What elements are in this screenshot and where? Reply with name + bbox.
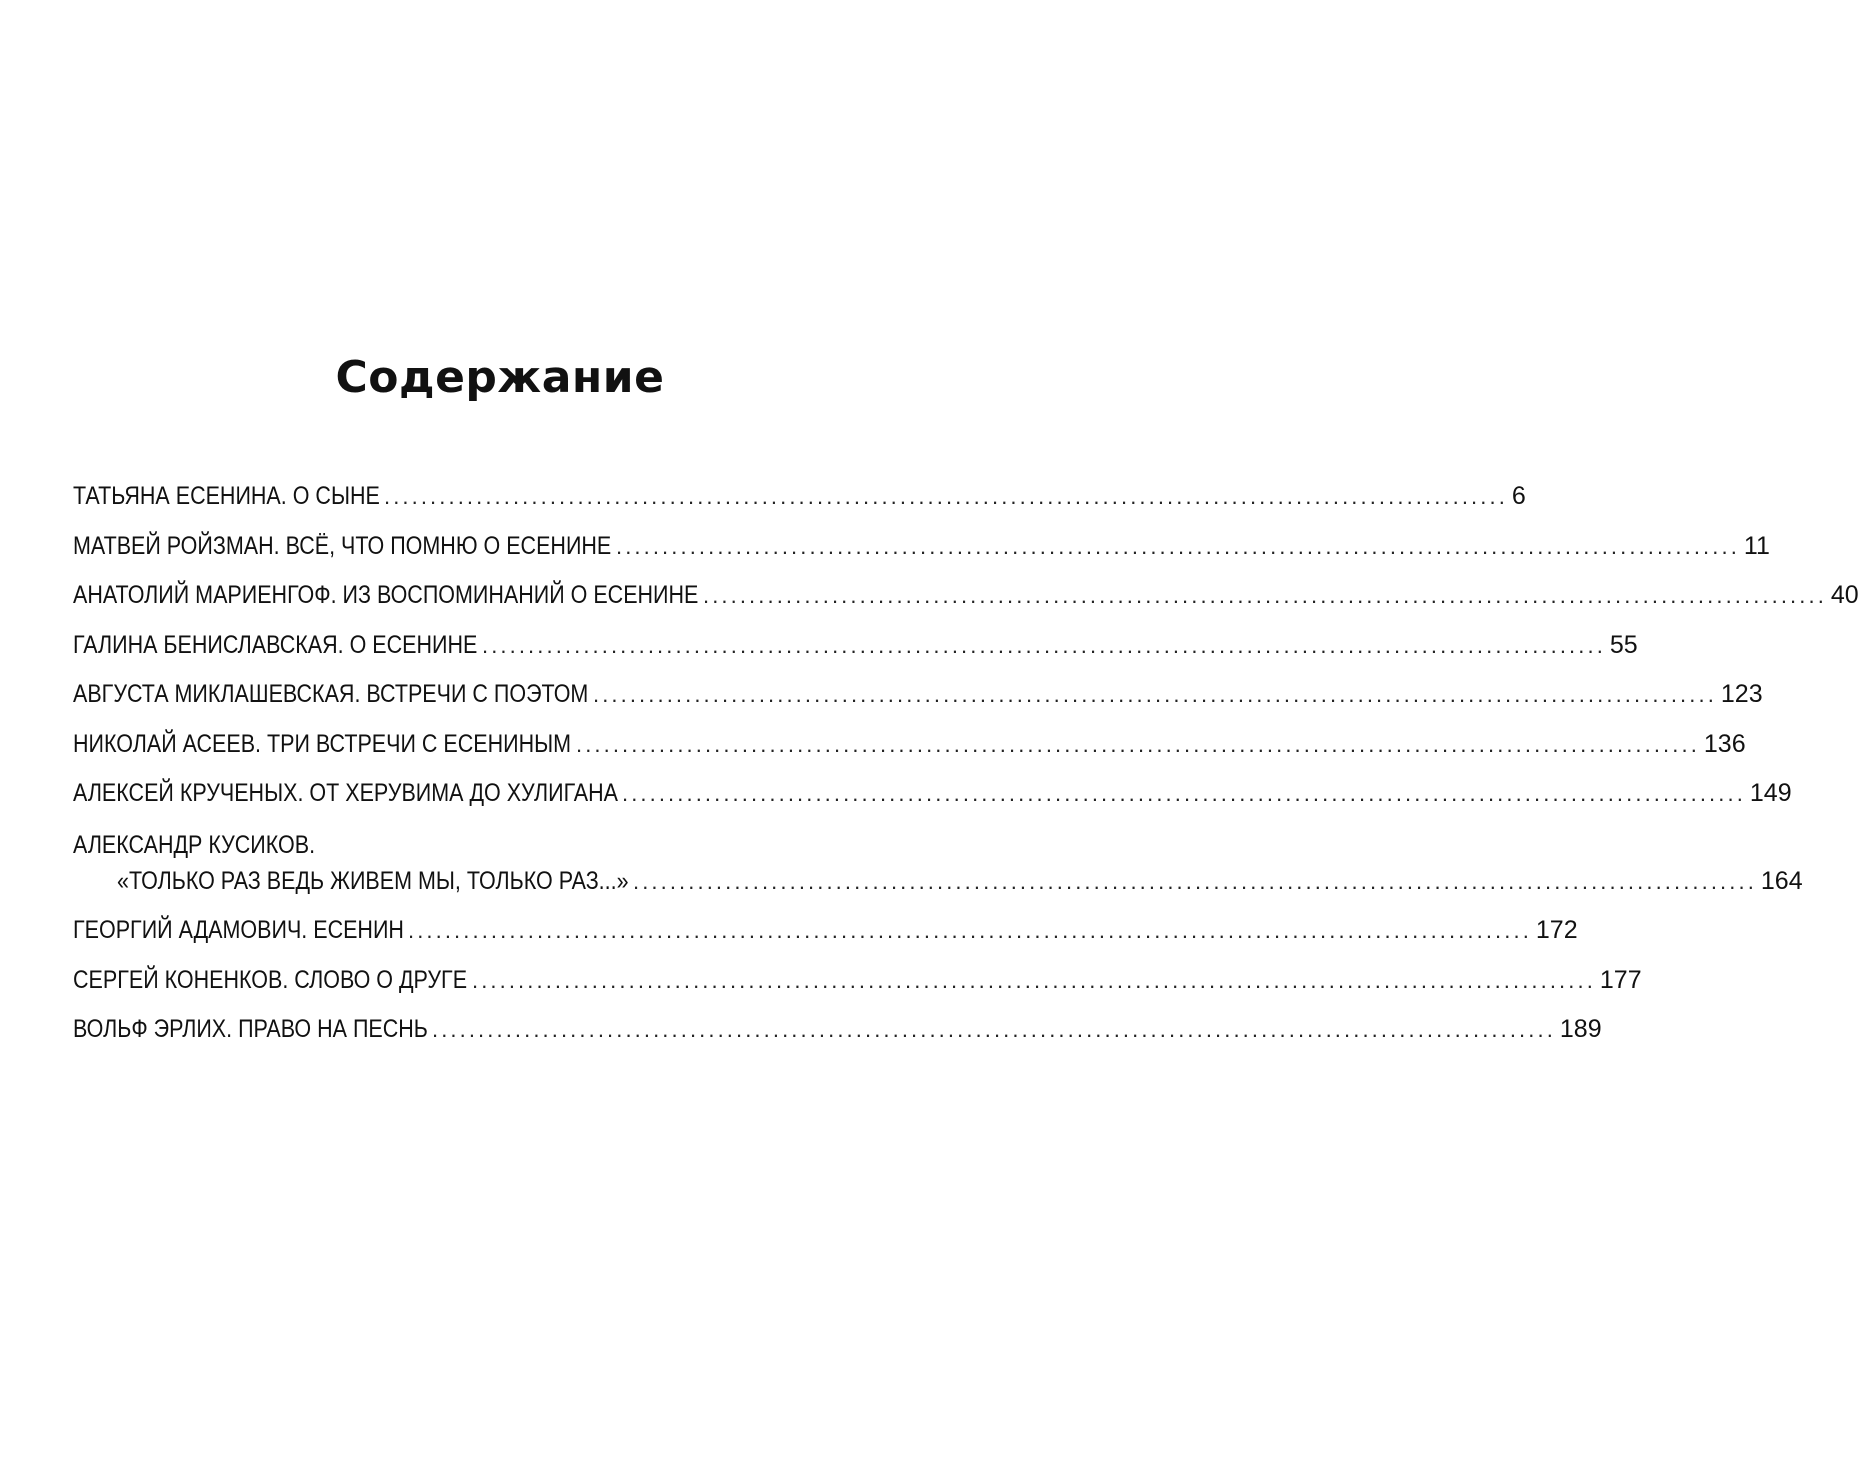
toc-page-number: 6 [1511,482,1526,510]
toc-page-number: 11 [1743,531,1770,560]
toc-page-number: 123 [1720,680,1763,708]
toc-page-number: 164 [1760,866,1803,895]
dot-leader: .......................................................................................................................... [576,731,1700,757]
toc-entry-title: АВГУСТА МИКЛАШЕВСКАЯ. ВСТРЕЧИ С ПОЭТОМ [73,680,589,708]
toc-entry [73,769,1792,819]
toc-entry-title: ГАЛИНА БЕНИСЛАВСКАЯ. О ЕСЕНИНЕ [73,630,478,659]
toc-entry-title: МАТВЕЙ РОЙЗМАН. ВСЁ, ЧТО ПОМНЮ О ЕСЕНИНЕ [73,531,612,560]
toc-page-number: 189 [1559,1015,1602,1043]
toc-entry [73,571,1859,621]
dot-leader: .......................................................................................................................... [472,967,1596,993]
dot-leader: .......................................................................................................................... [593,682,1717,707]
table-of-contents [73,472,1859,1055]
toc-entry-title: ГЕОРГИЙ АДАМОВИЧ. ЕСЕНИН [73,916,404,944]
toc-entry-title: «ТОЛЬКО РАЗ ВЕДЬ ЖИВЕМ МЫ, ТОЛЬКО РАЗ...» [117,866,629,895]
toc-entry [73,906,1578,956]
toc-entry [73,522,1770,572]
toc-entry-title: АЛЕКСЕЙ КРУЧЕНЫХ. ОТ ХЕРУВИМА ДО ХУЛИГАНА [73,779,618,807]
toc-entry [73,720,1746,770]
toc-page-number: 177 [1599,965,1642,994]
dot-leader: .......................................................................................................................... [482,632,1606,658]
toc-entry [73,670,1763,720]
toc-page-number: 149 [1749,779,1792,807]
toc-page-number: 40 [1830,581,1859,609]
dot-leader: .......................................................................................................................... [408,918,1532,943]
toc-entry [73,621,1638,671]
dot-leader: .......................................................................................................................... [633,868,1757,894]
toc-entry [73,956,1642,1006]
toc-entry [73,472,1526,522]
toc-page-number: 172 [1535,916,1578,944]
dot-leader: .......................................................................................................................... [432,1017,1556,1042]
dot-leader: .......................................................................................................................... [703,583,1827,608]
toc-entry [73,1005,1602,1055]
toc-page-number: 55 [1609,630,1638,659]
toc-entry-title: НИКОЛАЙ АСЕЕВ. ТРИ ВСТРЕЧИ С ЕСЕНИНЫМ [73,729,572,758]
dot-leader: .......................................................................................................................... [384,484,1508,509]
toc-page-number: 136 [1703,729,1746,758]
toc-entry-title: ВОЛЬФ ЭРЛИХ. ПРАВО НА ПЕСНЬ [73,1015,428,1043]
page-title: Содержание [335,352,665,403]
dot-leader: .......................................................................................................................... [622,781,1746,806]
dot-leader: .......................................................................................................................... [616,533,1740,559]
toc-entry-title: АНАТОЛИЙ МАРИЕНГОФ. ИЗ ВОСПОМИНАНИЙ О ЕСЕНИНЕ [73,581,699,609]
toc-entry [73,819,1803,907]
toc-entry-title: ТАТЬЯНА ЕСЕНИНА. О СЫНЕ [73,482,380,510]
toc-entry-title: СЕРГЕЙ КОНЕНКОВ. СЛОВО О ДРУГЕ [73,965,468,994]
toc-entry-author: АЛЕКСАНДР КУСИКОВ. [73,830,316,859]
